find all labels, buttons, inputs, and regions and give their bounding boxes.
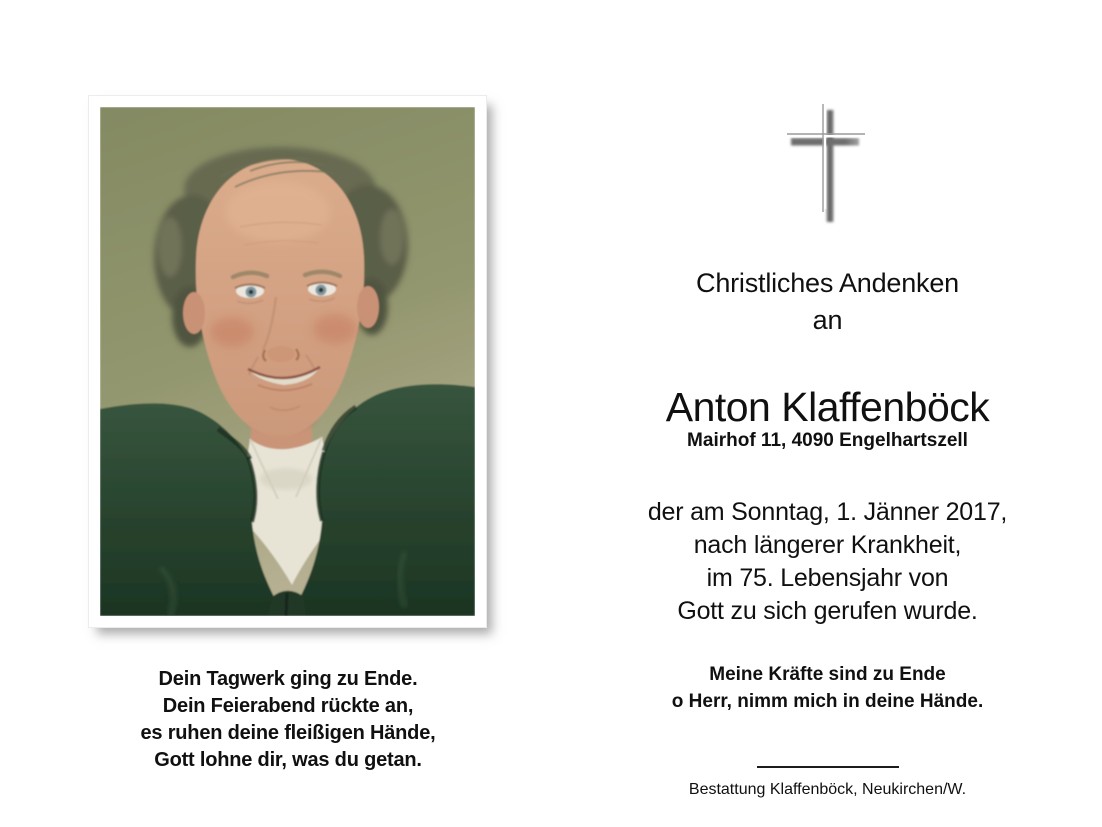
memorial-heading xyxy=(590,265,1065,339)
christian-cross-icon xyxy=(781,101,873,229)
announcement-line: Gott zu sich gerufen wurde. xyxy=(677,597,978,625)
announcement-line: der am Sonntag, 1. Jänner 2017, xyxy=(647,498,1008,526)
poem-line: Dein Tagwerk ging zu Ende. xyxy=(158,668,418,690)
heading-line: an xyxy=(812,305,843,335)
poem-line: Dein Feierabend rückte an, xyxy=(162,695,414,717)
prayer-line: Meine Kräfte sind zu Ende xyxy=(709,664,946,685)
poem-line: es ruhen deine fleißigen Hände, xyxy=(140,722,436,744)
signature-divider xyxy=(590,766,1065,768)
poem xyxy=(89,666,487,774)
portrait-photo xyxy=(100,107,475,616)
prayer-verse xyxy=(590,661,1065,715)
announcement-line: nach längerer Krankheit, xyxy=(693,531,962,559)
death-announcement xyxy=(590,496,1065,628)
photo-frame xyxy=(89,96,486,627)
announcement-line: im 75. Lebensjahr von xyxy=(706,564,949,592)
deceased-address: Mairhof 11, 4090 Engelhartszell xyxy=(687,430,968,451)
poem-line: Gott lohne dir, was du getan. xyxy=(154,749,422,771)
deceased-name: Anton Klaffenböck xyxy=(665,384,990,430)
divider-line xyxy=(757,766,899,768)
heading-line: Christliches Andenken xyxy=(696,268,959,298)
prayer-line: o Herr, nimm mich in deine Hände. xyxy=(671,691,984,712)
funeral-home-name: Bestattung Klaffenböck, Neukirchen/W. xyxy=(688,781,967,798)
